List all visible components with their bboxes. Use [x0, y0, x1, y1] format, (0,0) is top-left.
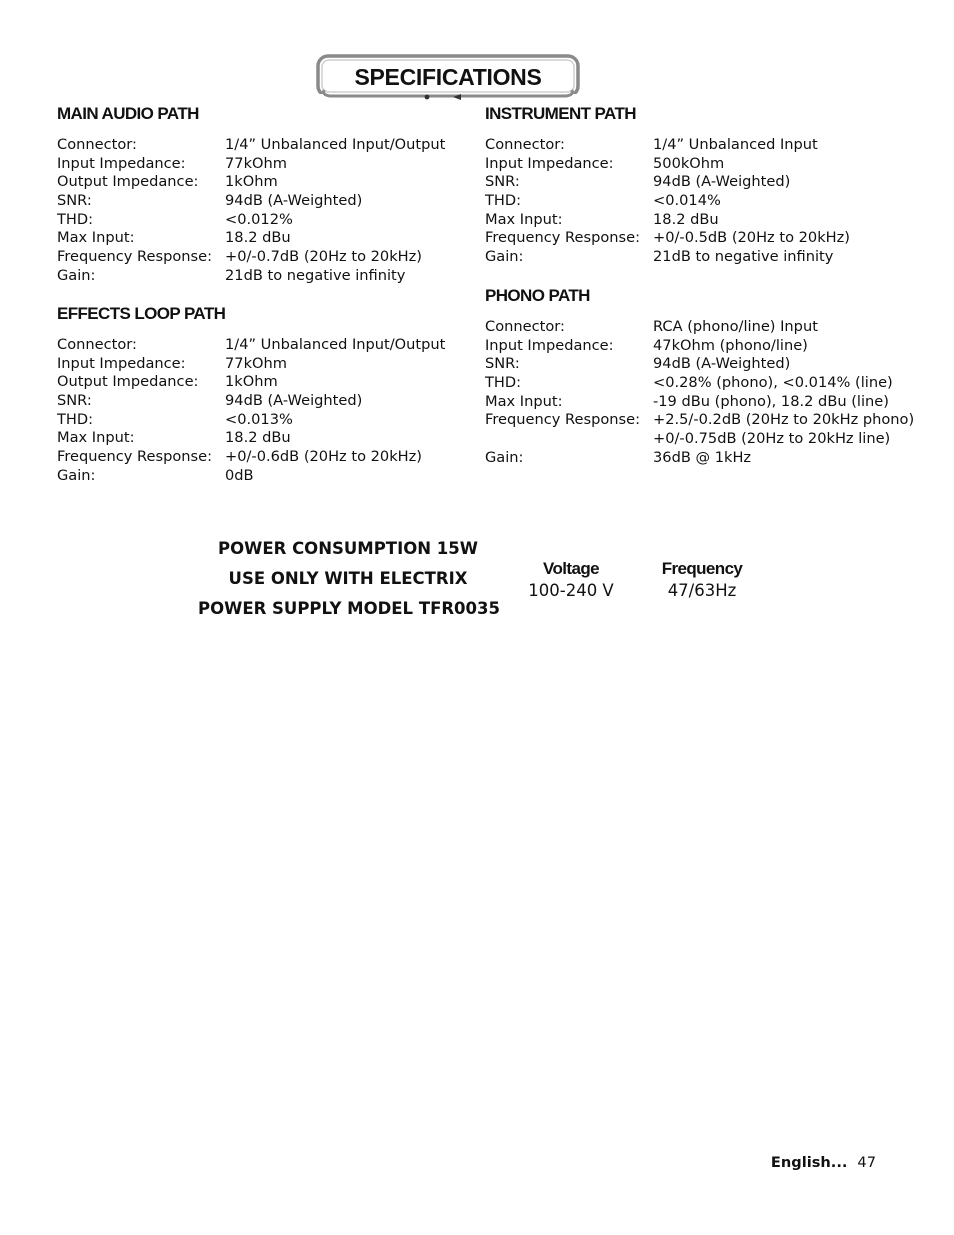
spec-label: Max Input: [485, 392, 563, 410]
spec-row [57, 411, 445, 430]
spec-value: 36dB @ 1kHz [653, 448, 752, 466]
spec-value: 21dB to negative infinity [225, 266, 406, 284]
page-footer [771, 1154, 876, 1171]
spec-label: THD: [485, 192, 522, 210]
spec-row [485, 337, 914, 356]
spec-label: SNR: [485, 355, 520, 373]
spec-label: Output Impedance: [57, 373, 199, 391]
spec-label: THD: [57, 410, 94, 428]
main-audio-path-section [57, 103, 445, 286]
spec-row [485, 449, 914, 468]
spec-label: THD: [57, 210, 94, 228]
spec-value: 94dB (A-Weighted) [653, 355, 791, 373]
spec-label: Input Impedance: [485, 154, 614, 172]
section-heading: INSTRUMENT PATH [485, 104, 636, 123]
spec-label: THD: [485, 374, 522, 392]
title-banner [316, 54, 580, 100]
voltage-label: Voltage [543, 559, 599, 578]
power-usage-line: USE ONLY WITH ELECTRIX [228, 569, 468, 588]
frequency-column [652, 558, 752, 602]
voltage-column [521, 558, 621, 602]
spec-label: Gain: [57, 466, 96, 484]
spec-value: <0.28% (phono), <0.014% (line) [653, 374, 893, 392]
spec-label: Frequency Response: [485, 411, 641, 429]
spec-value: 47kOhm (phono/line) [653, 336, 808, 354]
spec-label: Max Input: [57, 429, 135, 447]
spec-label: Connector: [57, 136, 137, 153]
spec-value: 94dB (A-Weighted) [653, 173, 791, 191]
spec-row [485, 155, 850, 174]
spec-value: 0dB [225, 466, 254, 484]
spec-label: Input Impedance: [57, 154, 186, 172]
spec-row [57, 155, 445, 174]
spec-value: +0/-0.75dB (20Hz to 20kHz line) [653, 430, 891, 448]
spec-row [57, 248, 445, 267]
spec-row [57, 355, 445, 374]
spec-row [485, 248, 850, 267]
spec-value: 1/4” Unbalanced Input [653, 136, 818, 153]
spec-value: 18.2 dBu [225, 229, 291, 247]
page-title: SPECIFICATIONS [354, 64, 542, 90]
spec-label: Max Input: [57, 229, 135, 247]
spec-value: +0/-0.6dB (20Hz to 20kHz) [225, 448, 422, 466]
page-number: 47 [857, 1154, 876, 1171]
phono-path-section [485, 285, 914, 468]
spec-label: Connector: [485, 136, 565, 153]
spec-label: Frequency Response: [57, 448, 213, 466]
spec-row [485, 229, 850, 248]
spec-value: 94dB (A-Weighted) [225, 192, 363, 210]
spec-value: RCA (phono/line) Input [653, 318, 818, 335]
spec-value: 21dB to negative infinity [653, 248, 834, 266]
spec-row [57, 392, 445, 411]
spec-value: +2.5/-0.2dB (20Hz to 20kHz phono) [653, 411, 915, 429]
spec-label: SNR: [485, 173, 520, 191]
frequency-value: 47/63Hz [667, 581, 737, 600]
spec-label: Gain: [485, 448, 524, 466]
instrument-path-section [485, 103, 850, 267]
spec-row [57, 229, 445, 248]
power-supply-model-line: POWER SUPPLY MODEL TFR0035 [198, 599, 500, 618]
spec-row [485, 411, 914, 430]
spec-row [485, 355, 914, 374]
spec-label: SNR: [57, 392, 92, 410]
spec-label: Connector: [485, 318, 565, 335]
spec-label: Input Impedance: [57, 354, 186, 372]
spec-label: Output Impedance: [57, 173, 199, 191]
spec-label: Frequency Response: [57, 248, 213, 266]
spec-row [485, 173, 850, 192]
spec-value: +0/-0.7dB (20Hz to 20kHz) [225, 248, 422, 266]
spec-row [57, 211, 445, 230]
footer-language: English... [770, 1154, 848, 1171]
spec-row [57, 448, 445, 467]
spec-value: -19 dBu (phono), 18.2 dBu (line) [653, 392, 889, 410]
spec-value: 500kOhm [653, 154, 725, 172]
spec-row [485, 318, 914, 337]
spec-row [485, 192, 850, 211]
spec-label: Frequency Response: [485, 229, 641, 247]
spec-label: Gain: [485, 248, 524, 266]
spec-label: SNR: [57, 192, 92, 210]
spec-row [485, 211, 850, 230]
spec-value: 1kOhm [225, 173, 278, 191]
spec-row [485, 430, 914, 449]
section-heading: MAIN AUDIO PATH [57, 104, 199, 123]
power-consumption-line: POWER CONSUMPTION 15W [218, 539, 478, 558]
spec-value: 94dB (A-Weighted) [225, 392, 363, 410]
spec-label: Gain: [57, 266, 96, 284]
spec-value: <0.012% [225, 210, 293, 228]
spec-row [57, 336, 445, 355]
effects-loop-path-section [57, 303, 445, 486]
spec-value: 18.2 dBu [653, 210, 719, 228]
bullet-dot-icon [425, 95, 430, 100]
spec-value: <0.013% [225, 410, 293, 428]
section-heading: EFFECTS LOOP PATH [57, 304, 226, 323]
spec-label: Max Input: [485, 210, 563, 228]
voltage-value: 100-240 V [528, 581, 614, 600]
spec-label [485, 430, 653, 449]
spec-label: Input Impedance: [485, 336, 614, 354]
spec-value: 18.2 dBu [225, 429, 291, 447]
spec-value: <0.014% [653, 192, 721, 210]
spec-value: +0/-0.5dB (20Hz to 20kHz) [653, 229, 850, 247]
spec-row [485, 374, 914, 393]
spec-row [57, 267, 445, 286]
spec-value: 1/4” Unbalanced Input/Output [225, 336, 446, 353]
frequency-label: Frequency [661, 559, 743, 578]
spec-row [57, 373, 445, 392]
spec-row [57, 192, 445, 211]
spec-value: 77kOhm [225, 154, 287, 172]
spec-value: 1kOhm [225, 373, 278, 391]
spec-row [485, 136, 850, 155]
spec-row [57, 429, 445, 448]
spec-label: Connector: [57, 336, 137, 353]
spec-row [57, 173, 445, 192]
spec-value: 1/4” Unbalanced Input/Output [225, 136, 446, 153]
power-notice [198, 536, 498, 626]
spec-row [485, 393, 914, 412]
spec-row [57, 136, 445, 155]
spec-row [57, 467, 445, 486]
section-heading: PHONO PATH [485, 286, 590, 305]
spec-value: 77kOhm [225, 354, 287, 372]
